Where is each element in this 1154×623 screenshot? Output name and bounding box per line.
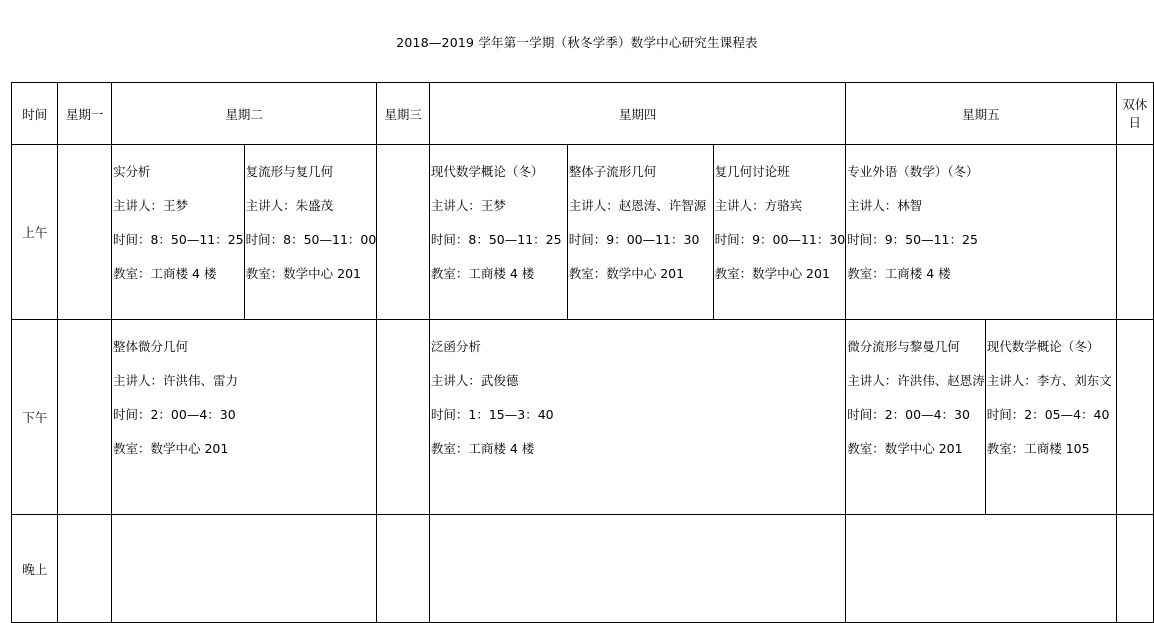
course-name: 泛函分析: [430, 339, 481, 354]
course-name: 微分流形与黎曼几何: [847, 339, 960, 354]
course-cell: [846, 145, 1116, 320]
course-lecturer: 主讲人：林智: [847, 198, 923, 213]
header-weekend-line1: 双休: [1122, 96, 1148, 112]
course-name: 现代数学概论（冬）: [430, 164, 544, 179]
empty-cell: [377, 145, 430, 320]
header-tuesday: 星期二: [111, 83, 376, 145]
empty-cell: [846, 515, 1116, 623]
course-room: 教室：工商楼 105: [986, 441, 1090, 456]
course-time: 时间：9：50—11：25: [847, 232, 978, 247]
course-lecturer: 主讲人：王梦: [112, 198, 188, 213]
course-time: 时间：8：50—11：25: [112, 232, 244, 247]
course-cell: [111, 145, 244, 320]
header-monday: 星期一: [58, 83, 112, 145]
course-room: 教室：数学中心 201: [245, 266, 361, 281]
course-room: 教室：数学中心 201: [112, 441, 229, 456]
course-lecturer: 主讲人：赵恩涛、许智源: [568, 198, 707, 213]
course-cell: [244, 145, 377, 320]
course-cell: [713, 145, 846, 320]
period-afternoon: 下午: [12, 320, 58, 515]
course-lecturer: 主讲人：李方、刘东文: [986, 373, 1112, 388]
header-row: [12, 83, 1154, 145]
course-time: 时间：2：00—4：30: [847, 407, 970, 422]
course-time: 时间：2：00—4：30: [112, 407, 236, 422]
afternoon-row: [12, 320, 1154, 515]
course-lecturer: 主讲人：许洪伟、雷力: [112, 373, 238, 388]
empty-cell: [377, 320, 430, 515]
course-room: 教室：工商楼 4 楼: [847, 266, 951, 281]
empty-cell: [58, 145, 112, 320]
period-evening: 晚上: [12, 515, 58, 623]
course-cell: [429, 320, 845, 515]
empty-cell: [58, 320, 112, 515]
empty-cell: [1116, 145, 1153, 320]
course-time: 时间：8：50—11：25: [430, 232, 562, 247]
course-room: 教室：数学中心 201: [568, 266, 685, 281]
header-time: 时间: [12, 83, 58, 145]
header-friday: 星期五: [846, 83, 1116, 145]
course-lecturer: 主讲人：王梦: [430, 198, 506, 213]
empty-cell: [429, 515, 845, 623]
course-lecturer: 主讲人：许洪伟、赵恩涛: [847, 373, 985, 388]
course-time: 时间：1：15—3：40: [430, 407, 554, 422]
page-title: 2018—2019 学年第一学期（秋冬学季）数学中心研究生课程表: [396, 35, 758, 50]
course-name: 现代数学概论（冬）: [986, 339, 1100, 354]
course-name: 整体微分几何: [112, 339, 188, 354]
schedule-table: [11, 82, 1154, 623]
course-lecturer: 主讲人：方骆宾: [714, 198, 803, 213]
empty-cell: [58, 515, 112, 623]
course-room: 教室：数学中心 201: [847, 441, 963, 456]
course-room: 教室：工商楼 4 楼: [430, 266, 535, 281]
empty-cell: [377, 515, 430, 623]
course-cell: [846, 320, 986, 515]
course-lecturer: 主讲人：朱盛茂: [245, 198, 334, 213]
course-time: 时间：8：50—11：00: [245, 232, 377, 247]
course-room: 教室：工商楼 4 楼: [112, 266, 217, 281]
course-cell: [567, 145, 713, 320]
course-name: 实分析: [112, 164, 151, 179]
header-weekend: [1116, 83, 1153, 145]
header-wednesday: 星期三: [377, 83, 430, 145]
morning-row: [12, 145, 1154, 320]
course-lecturer: 主讲人：武俊德: [430, 373, 519, 388]
empty-cell: [111, 515, 376, 623]
header-weekend-line2: 日: [1128, 114, 1142, 130]
empty-cell: [1116, 515, 1153, 623]
course-name: 专业外语（数学）（冬）: [847, 164, 979, 179]
course-cell: [111, 320, 376, 515]
course-time: 时间：9：00—11：30: [714, 232, 846, 247]
course-name: 整体子流形几何: [568, 164, 657, 179]
course-cell: [985, 320, 1116, 515]
course-room: 教室：数学中心 201: [714, 266, 830, 281]
course-time: 时间：9：00—11：30: [568, 232, 700, 247]
course-name: 复几何讨论班: [714, 164, 790, 179]
course-room: 教室：工商楼 4 楼: [430, 441, 535, 456]
empty-cell: [1116, 320, 1153, 515]
period-morning: 上午: [12, 145, 58, 320]
evening-row: [12, 515, 1154, 623]
course-cell: [429, 145, 567, 320]
course-name: 复流形与复几何: [245, 164, 334, 179]
course-time: 时间：2：05—4：40: [986, 407, 1110, 422]
header-thursday: 星期四: [429, 83, 845, 145]
